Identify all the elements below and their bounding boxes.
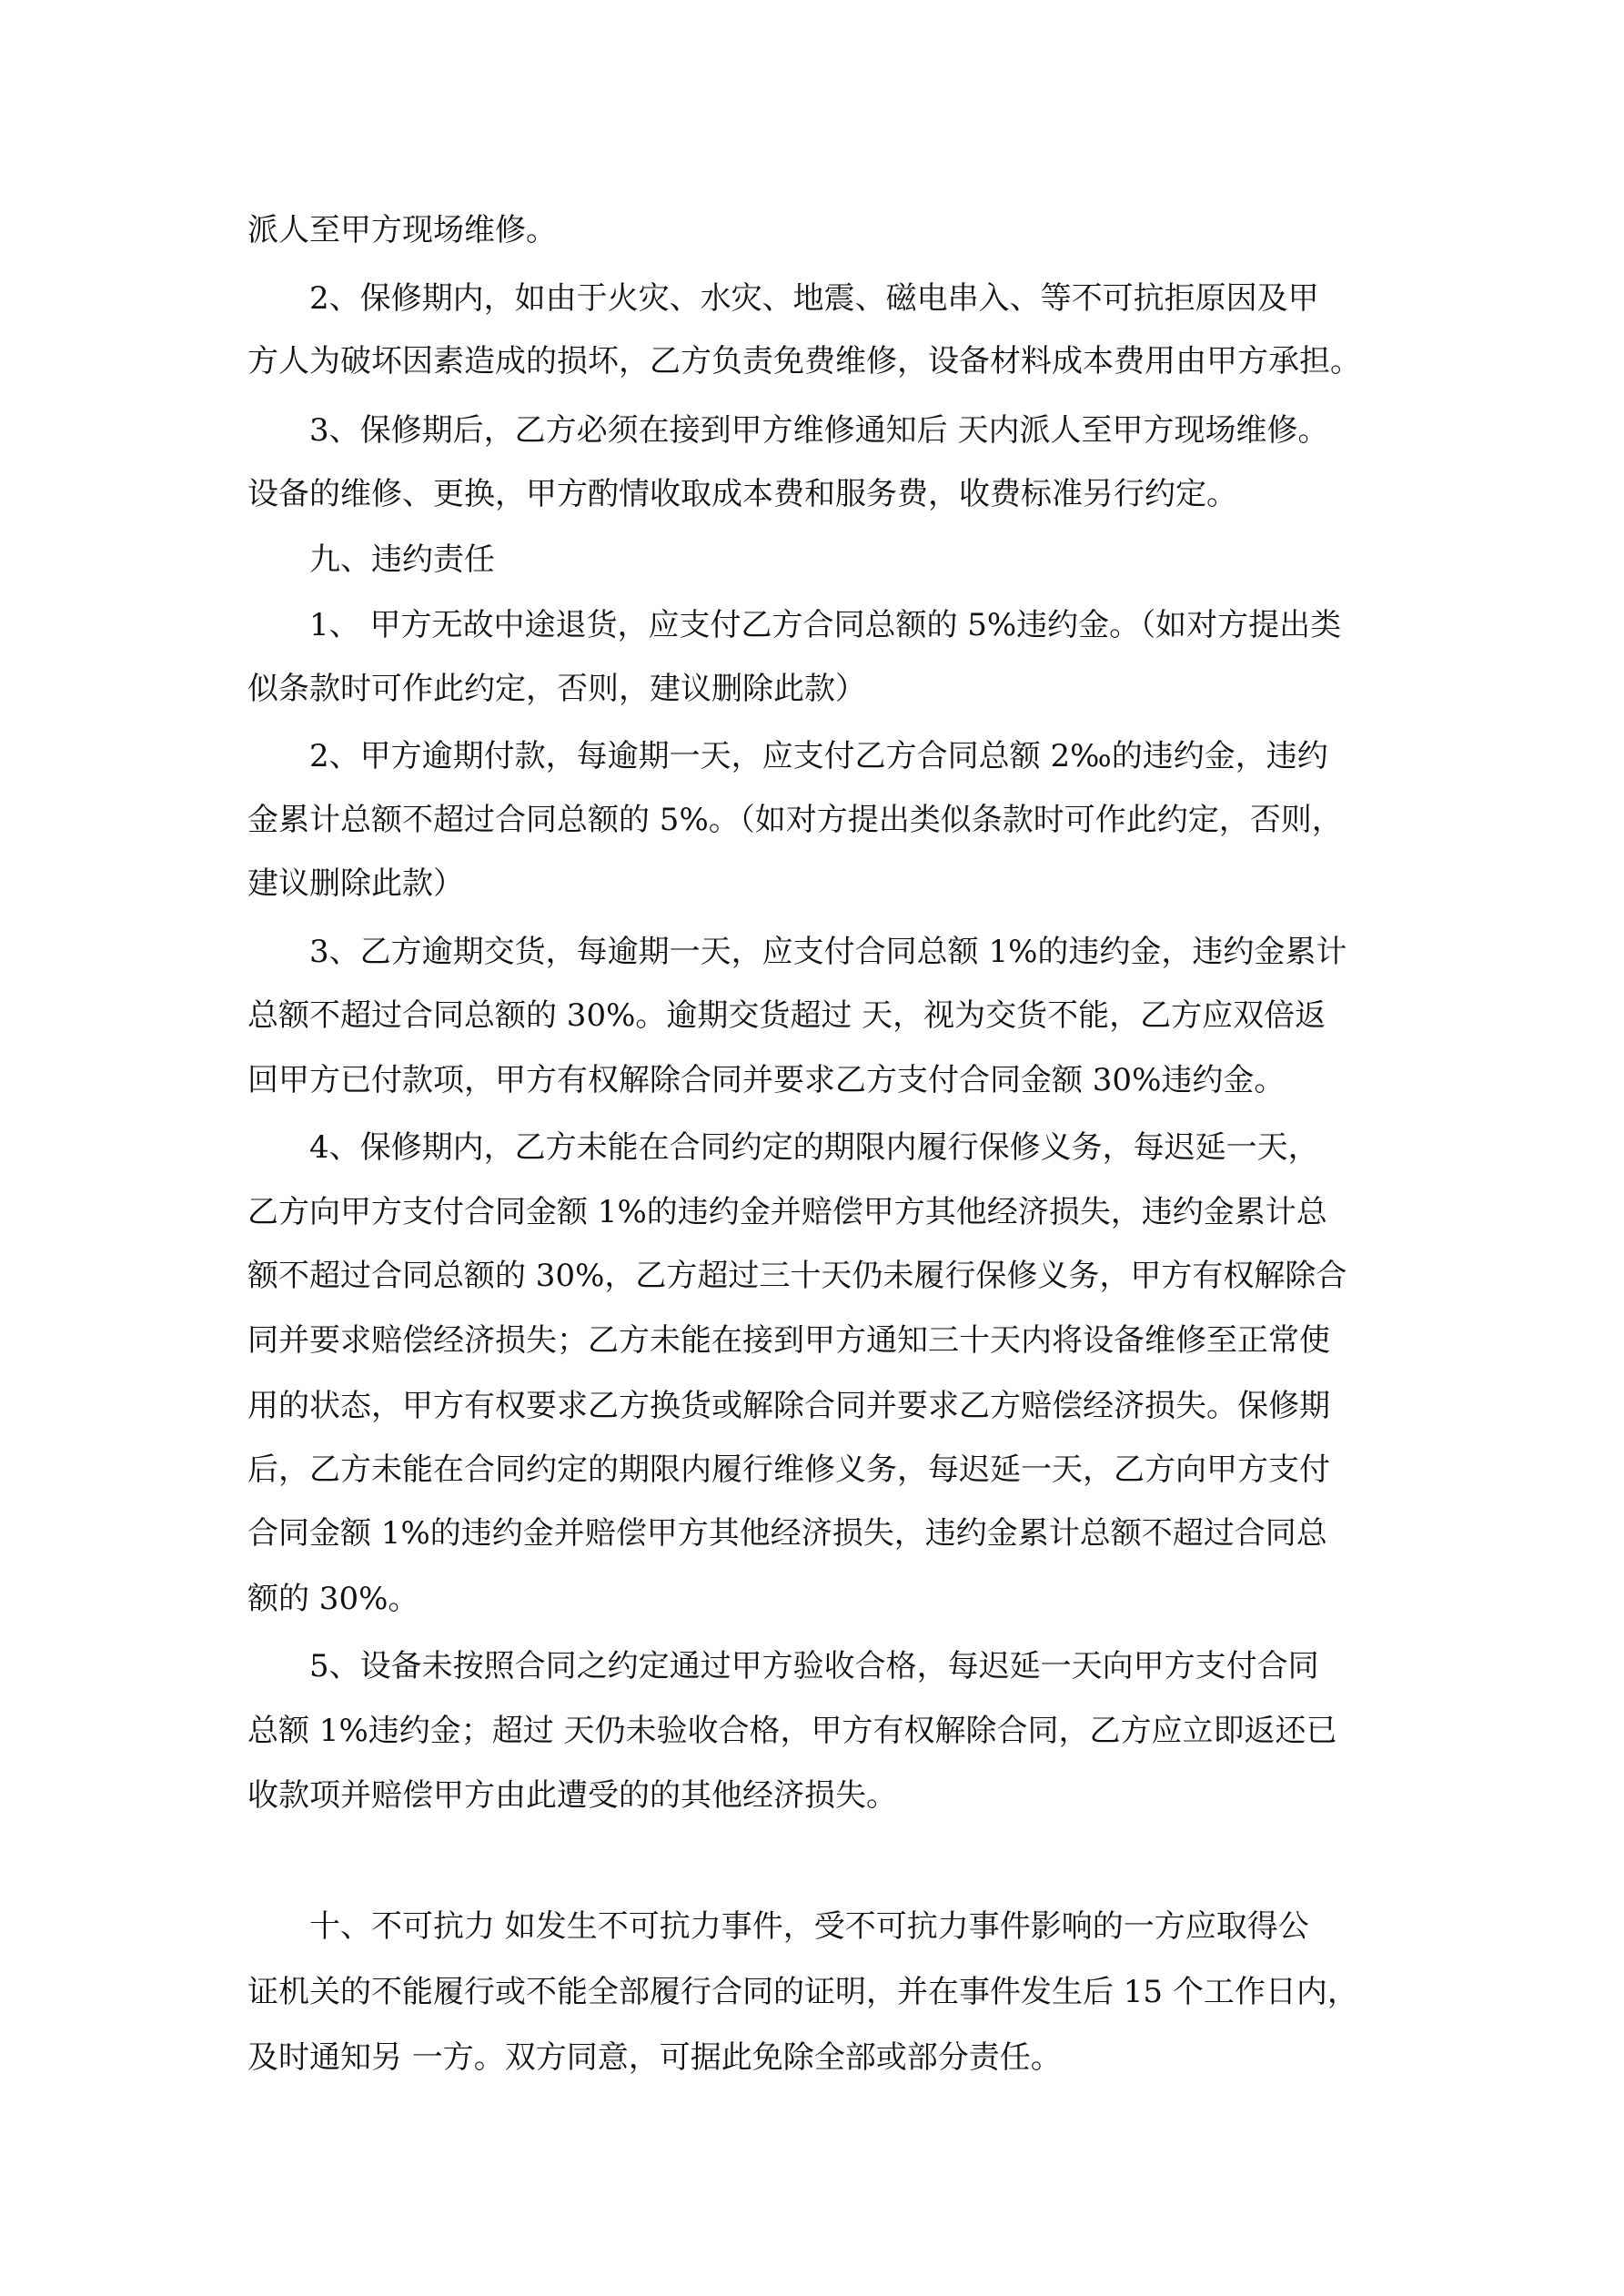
text-line: 4、保修期内，乙方未能在合同约定的期限内履行保修义务，每迟延一天， — [309, 1129, 1319, 1166]
text-line: 证机关的不能履行或不能全部履行合同的证明，并在事件发生后 15 个工作日内， — [247, 1974, 1358, 2010]
text-line: 及时通知另 一方。双方同意，可据此免除全部或部分责任。 — [247, 2039, 1062, 2076]
text-line: 同并要求赔偿经济损失；乙方未能在接到甲方通知三十天内将设备维修至正常使 — [247, 1322, 1330, 1359]
text-line: 方人为破坏因素造成的损坏，乙方负责免费维修，设备材料成本费用由甲方承担。 — [247, 343, 1361, 379]
text-line: 似条款时可作此约定，否则，建议删除此款） — [247, 671, 866, 707]
text-line: 收款项并赔偿甲方由此遭受的的其他经济损失。 — [247, 1777, 897, 1814]
text-line: 十、不可抗力 如发生不可抗力事件，受不可抗力事件影响的一方应取得公 — [309, 1908, 1309, 1945]
text-line: 1、 甲方无故中途退货，应支付乙方合同总额的 5%违约金。（如对方提出类 — [309, 607, 1342, 643]
text-line: 派人至甲方现场维修。 — [247, 212, 557, 248]
text-line: 总额 1%违约金；超过 天仍未验收合格，甲方有权解除合同，乙方应立即返还已 — [247, 1713, 1337, 1749]
text-line: 合同金额 1%的违约金并赔偿甲方其他经济损失，违约金累计总额不超过合同总 — [247, 1515, 1327, 1552]
text-line: 建议删除此款） — [247, 865, 464, 902]
text-line: 回甲方已付款项，甲方有权解除合同并要求乙方支付合同金额 30%违约金。 — [247, 1062, 1286, 1098]
text-line: 总额不超过合同总额的 30%。逾期交货超过 天，视为交货不能，乙方应双倍返 — [247, 997, 1326, 1034]
text-line: 设备的维修、更换，甲方酌情收取成本费和服务费，收费标准另行约定。 — [247, 476, 1237, 512]
text-line: 额不超过合同总额的 30%，乙方超过三十天仍未履行保修义务，甲方有权解除合 — [247, 1258, 1347, 1294]
text-line: 金累计总额不超过合同总额的 5%。（如对方提出类似条款时可作此约定，否则， — [247, 802, 1343, 838]
text-line: 5、设备未按照合同之约定通过甲方验收合格，每迟延一天向甲方支付合同 — [309, 1648, 1319, 1684]
text-line: 额的 30%。 — [247, 1581, 419, 1617]
text-line: 九、违约责任 — [309, 541, 495, 578]
text-line: 用的状态，甲方有权要求乙方换货或解除合同并要求乙方赔偿经济损失。保修期 — [247, 1388, 1330, 1424]
text-line: 3、乙方逾期交货，每逾期一天，应支付合同总额 1%的违约金，违约金累计 — [309, 934, 1347, 970]
text-line: 3、保修期后，乙方必须在接到甲方维修通知后 天内派人至甲方现场维修。 — [309, 412, 1329, 449]
text-line: 后，乙方未能在合同约定的期限内履行维修义务，每迟延一天，乙方向甲方支付 — [247, 1451, 1330, 1488]
text-line: 2、甲方逾期付款，每逾期一天，应支付乙方合同总额 2‰的违约金，违约 — [309, 738, 1328, 774]
text-line: 乙方向甲方支付合同金额 1%的违约金并赔偿甲方其他经济损失，违约金累计总 — [247, 1194, 1327, 1230]
text-line: 2、保修期内，如由于火灾、水灾、地震、磁电串入、等不可抗拒原因及甲 — [309, 280, 1319, 317]
